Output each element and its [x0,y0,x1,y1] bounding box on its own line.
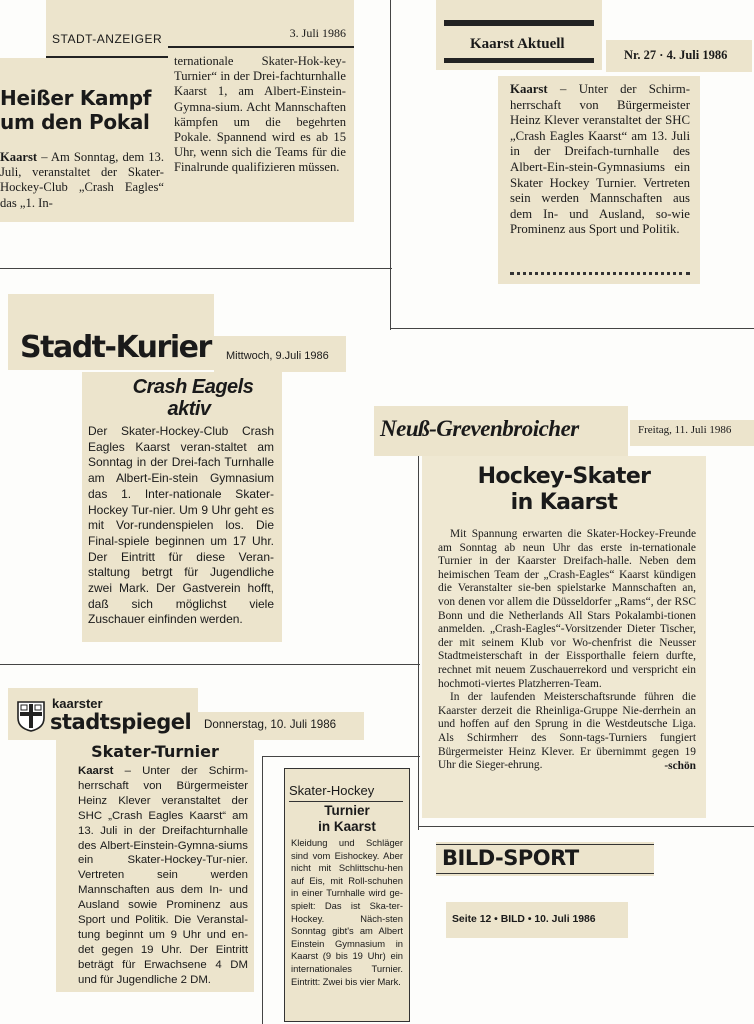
headline-line2: aktiv [167,398,211,420]
masthead-rule [436,844,654,845]
article-col1 [0,150,164,211]
clipping-stadt-anzeiger-masthead [46,0,168,58]
clipping-bild-sport-masthead [436,842,654,876]
clipping-stadt-anzeiger-date [168,0,354,50]
clipping-stadtspiegel-date [198,712,364,740]
issue-text: Nr. 27 · 4. Juli 1986 [624,48,728,62]
headline-line2: um den Pokal [0,110,150,134]
masthead-rule [168,46,354,48]
masthead-text: BILD-SPORT [442,846,579,870]
clipping-stadtspiegel-body [56,740,254,992]
divider-line [418,430,419,830]
article-text-block [510,82,690,238]
kicker: Skater-Hockey [289,783,375,798]
masthead-text: Kaarst Aktuell [470,36,565,52]
article-text: – Unter der Schirm-herrschaft von Bürgermeister Heinz Klever veranstaltet der SHC „Crash Eagles Kaarst“ am 13. Juli in der Dreifach-turnhalle des Albert-Ein-stein-Gymnasiums ein Skater Hockey Turnier. Vertreten sein werden Mannschaften aus dem In- und Ausland, so-wie Prominenz aus Sport und Politik. [510,82,690,237]
divider-line [418,826,754,827]
clipping-stadtspiegel-masthead [8,688,198,740]
article-text: Der Skater-Hockey-Club Crash Eagles Kaarst veran-staltet am Sonntag in der Drei-fach Turnhalle am Albert-Ein-stein Gymnasium das 1. Inter-nationale Skater-Hockey Tur-nier. Um 9 Uhr geht es mit Vor-rundenspielen los. Die Final-spiele beginnen um 17 Uhr. Der Eintritt für diese Veran-staltung betrgt für Jugendliche zwei Mark. Der Gastverein hofft, daß sich möglichst viele Zuschauer einfinden werden. [88,424,274,627]
masthead-rule [444,58,594,63]
headline-line1: Turnier [324,803,370,818]
clipping-stadt-anzeiger-col1 [0,58,168,222]
article-text: Kleidung und Schläger sind vom Eishockey. Aber nicht mit Schlittschu-hen auf Eis, mit Roll-schuhen in einer Turnhalle wird ge-spielt: Das ist Ska-ter-Hockey. Näch-sten Sonntag gibt's am Albert Einstein Gymnasium in Kaarst (9 bis 19 Uhr) ein internationales Turnier. Eintritt: Zwei bis vier Mark. [291,837,403,987]
city-crest-icon [16,700,46,732]
divider-line [390,0,391,330]
dotted-rule [510,272,690,279]
masthead-rule [436,873,654,874]
clipping-stadt-anzeiger-col2 [168,50,354,222]
kicker-rule [289,801,403,802]
source-text: Seite 12 • BILD • 10. Juli 1986 [452,914,596,925]
paragraph-1: Mit Spannung erwarten die Skater-Hockey-Freunde am Sonntag ab neun Uhr das erste in-ternationale Turnier in der Kaarster Dreifach-halle. Neben dem heimischen Team der „Crash-Eagles“ Kaarst kündigen die Veranstalter sie-ben spielstarke Mannschaften an, von denen vor allem die Düsseldorfer „Rams“, der RSC Bonn und die Netherlands All Stars Pokalambi-tionen anmelden. „Crash-Eagles“-Vorsitzender Dieter Tischer, der mit seinem Klub vor Wo-chenfrist die Neusser Stadtmeisterschaft in der Eissporthalle feiern durfte, rechnet mit neuem Zuschauerrekord und verspricht ein hochmoti-viertes Platzherren-Team. [438,528,696,690]
divider-line [262,756,263,1024]
masthead-text: STADT-ANZEIGER [52,32,163,46]
date-text: Donnerstag, 10. Juli 1986 [204,718,337,731]
date-text: Freitag, 11. Juli 1986 [638,424,732,436]
clipping-stadt-kurier-body [82,372,282,642]
masthead-small: kaarster [52,696,103,711]
divider-line [262,756,420,757]
clipping-kaarst-aktuell-masthead [436,0,602,70]
divider-line [0,664,420,665]
headline-line1: Crash Eagels [132,376,254,398]
paragraph-2: In der laufenden Meisterschaftsrunde führen die Kaarster derzeit die Rheinliga-Gruppe Nie-derrhein an und hoffen auf den Sprung in die Westdeutsche Liga. Als Schirmherr des Sonn-tags-Turniers fungiert Bürgermeister Heinz Klever. Er übernimmt gegen 19 Uhr die Sieger-ehrung. [438,691,696,772]
article-text: – Unter der Schirm-herrschaft von Bürgermeister Heinz Klever veranstaltet der SHC „Crash Eagles Kaarst“ am 13. Juli in der Dreifachturnhalle des Albert-Einstein-Gymna-siums ein Skater-Hockey-Tur-nier. Vertreten sein werden Mannschaften aus dem In- und Ausland sowie Prominenz aus Sport und Politik. Die Veranstal-tung beginnt um 9 Uhr und en-det gegen 19 Uhr. Der Eintritt beträgt für Erwachsene 4 DM und für Jugendliche 2 DM. [78,765,248,986]
date-text: 3. Juli 1986 [289,26,346,40]
divider-line [390,328,754,329]
headline [0,86,151,134]
clipping-kaarst-aktuell-issue [606,40,752,72]
headline [82,376,282,420]
article-col2: ternationale Skater-Hok-key-Turnier“ in der Drei-fachturnhalle Kaarst 1, am Albert-Einstein-Gymna-sium. Acht Mannschaften kämpfen um die begehrten Pokale. Spannend wird es ab 15 Uhr, wenn sich die Teams für die Finalrunde qualifizieren müssen. [174,54,346,175]
masthead-text: Stadt-Kurier [20,330,211,365]
clipping-neuss-grevenbroicher-body [422,456,706,818]
lead-place: Kaarst [78,765,114,777]
article-text-block [78,764,248,988]
lead-place: Kaarst [0,150,38,164]
masthead-big: stadtspiegel [50,710,192,734]
article-text: – Am Sonntag, dem 13. Juli, veranstaltet der Skater-Hockey-Club „Crash Eagles“ das „1. In- [0,150,164,210]
clipping-neuss-grevenbroicher-masthead [374,406,628,456]
author: -schön [664,759,696,772]
masthead-rule [444,20,594,26]
divider-line [0,268,392,269]
headline [285,803,409,835]
clipping-neuss-grevenbroicher-date [630,420,754,446]
headline [422,464,706,516]
clipping-stadt-kurier-date [214,336,346,372]
headline-line2: in Kaarst [510,490,618,515]
article-text-block [438,528,696,773]
clipping-skater-hockey-box [284,768,410,1022]
headline-line1: Hockey-Skater [477,464,651,489]
masthead-text: Neuß-Grevenbroicher [380,416,579,441]
lead-place: Kaarst [510,82,548,96]
clipping-kaarst-aktuell-body [498,76,700,284]
headline: Skater-Turnier [91,742,219,761]
clipping-stadt-kurier-masthead [8,294,214,370]
date-text: Mittwoch, 9.Juli 1986 [226,350,329,362]
headline-line1: Heißer Kampf [0,86,152,110]
headline-line2: in Kaarst [318,819,376,834]
clipping-bild-sport-source [446,902,628,938]
